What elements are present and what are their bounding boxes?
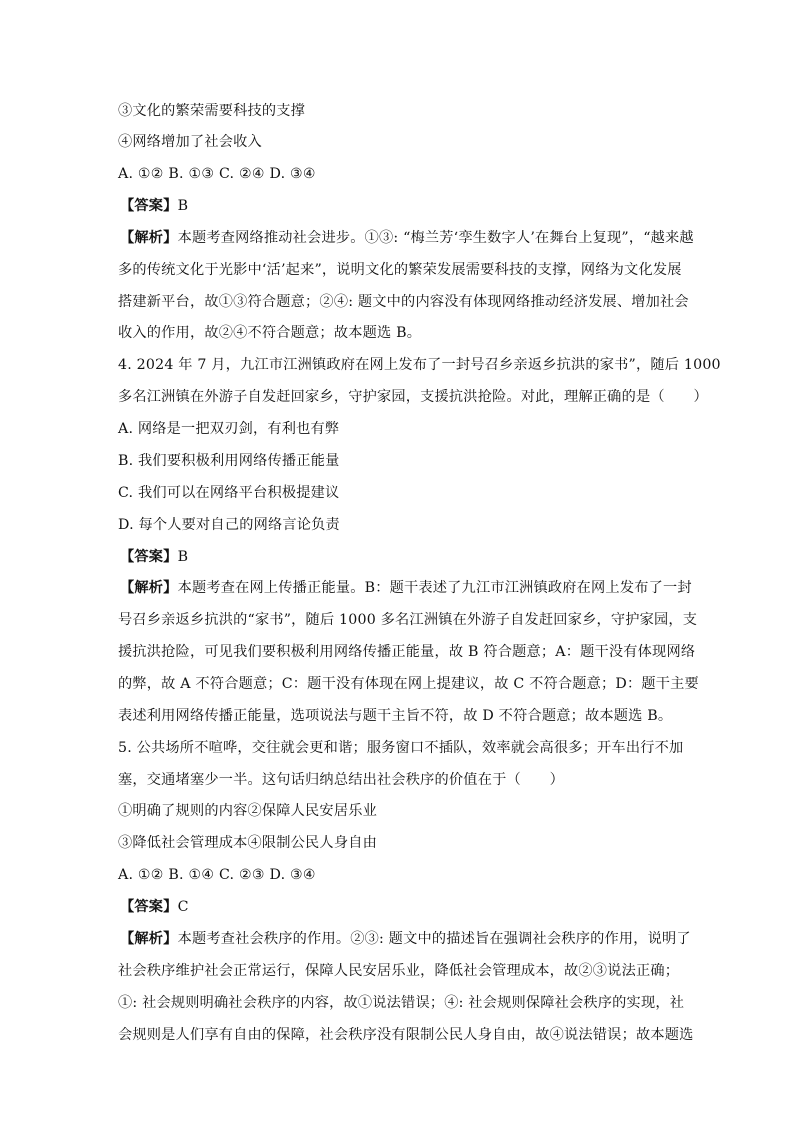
- analysis-label: 【解析】: [120, 931, 178, 947]
- answer-value: B: [177, 198, 189, 214]
- q5-answer: [120, 897, 680, 917]
- analysis-text: 本题考查在网上传播正能量。B：题干表述了九江市江洲镇政府在网上发布了一封: [177, 580, 692, 596]
- q4-stem-line-2: 多名江洲镇在外游子自发赶回家乡，守护家园，支援抗洪抢险。对此，理解正确的是（ ）: [118, 389, 708, 405]
- q5-statements-line-2: ③降低社会管理成本④限制公民人身自由: [118, 835, 377, 851]
- q3-analysis-line-2: 多的传统文化于光影中‘活’起来”，说明文化的繁荣发展需要科技的支撑，网络为文化发展: [118, 262, 682, 278]
- q4-analysis-line-4: 的弊，故 A 不符合题意；C：题干没有体现在网上提建议，故 C 不符合题意；D：题干主要: [118, 676, 699, 692]
- q4-analysis-line-3: 援抗洪抢险，可见我们要积极利用网络传播正能量，故 B 符合题意；A：题干没有体现网络: [118, 644, 696, 660]
- q3-choices: A. ①② B. ①③ C. ②④ D. ③④: [118, 166, 316, 182]
- q3-option-4: ④网络增加了社会收入: [118, 134, 262, 150]
- q5-analysis-line-3: ①: 社会规则明确社会秩序的内容，故①说法错误；④: 社会规则保障社会秩序的实现，社: [118, 995, 685, 1011]
- q4-analysis-line-5: 表述利用网络传播正能量，选项说法与题干主旨不符，故 D 不符合题意；故本题选 B。: [118, 708, 673, 724]
- q4-option-d: D. 每个人要对自己的网络言论负责: [118, 517, 340, 533]
- analysis-label: 【解析】: [120, 230, 178, 246]
- q4-analysis-line-1: [120, 578, 692, 598]
- q3-answer: [120, 196, 680, 216]
- q5-analysis-line-4: 会规则是人们享有自由的保障，社会秩序没有限制公民人身自由，故④说法错误；故本题选: [118, 1027, 694, 1043]
- q4-option-c: C. 我们可以在网络平台积极提建议: [118, 485, 340, 501]
- q4-option-b: B. 我们要积极利用网络传播正能量: [118, 453, 340, 469]
- q5-stem-line-2: 塞，交通堵塞少一半。这句话归纳总结出社会秩序的价值在于（ ）: [118, 772, 565, 788]
- analysis-text: 本题考查网络推动社会进步。①③: “梅兰芳‘孪生数字人’在舞台上复现”，“越来越: [177, 230, 694, 246]
- q5-analysis-line-2: 社会秩序维护社会正常运行，保障人民安居乐业，降低社会管理成本，故②③说法正确；: [118, 963, 680, 979]
- answer-value: C: [177, 899, 189, 915]
- q3-analysis-line-4: 收入的作用，故②④不符合题意；故本题选 B。: [118, 325, 422, 341]
- q5-stem-line-1: 5. 公共场所不喧哗，交往就会更和谐；服务窗口不插队，效率就会高很多；开车出行不加: [118, 740, 684, 756]
- q5-choices: A. ①② B. ①④ C. ②③ D. ③④: [118, 867, 316, 883]
- q3-analysis-line-1: [120, 228, 694, 248]
- q3-option-3: ③文化的繁荣需要科技的支撑: [118, 103, 306, 119]
- answer-value: B: [177, 549, 189, 565]
- answer-label: 【答案】: [120, 549, 178, 565]
- answer-label: 【答案】: [120, 899, 178, 915]
- analysis-text: 本题考查社会秩序的作用。②③: 题文中的描述旨在强调社会秩序的作用，说明了: [177, 931, 691, 947]
- q5-analysis-line-1: [120, 929, 691, 949]
- answer-label: 【答案】: [120, 198, 178, 214]
- q5-statements-line-1: ①明确了规则的内容②保障人民安居乐业: [118, 803, 377, 819]
- q4-analysis-line-2: 号召乡亲返乡抗洪的“家书”，随后 1000 多名江洲镇在外游子自发赶回家乡，守护家园，支: [118, 612, 698, 628]
- q4-stem-line-1: 4. 2024 年 7 月，九江市江洲镇政府在网上发布了一封号召乡亲返乡抗洪的家书”，随后 1000: [118, 357, 721, 373]
- q3-analysis-line-3: 搭建新平台，故①③符合题意；②④: 题文中的内容没有体现网络推动经济发展、增加社会: [118, 294, 689, 310]
- q4-option-a: A. 网络是一把双刃剑，有利也有弊: [118, 421, 340, 437]
- q4-answer: [120, 547, 680, 567]
- analysis-label: 【解析】: [120, 580, 178, 596]
